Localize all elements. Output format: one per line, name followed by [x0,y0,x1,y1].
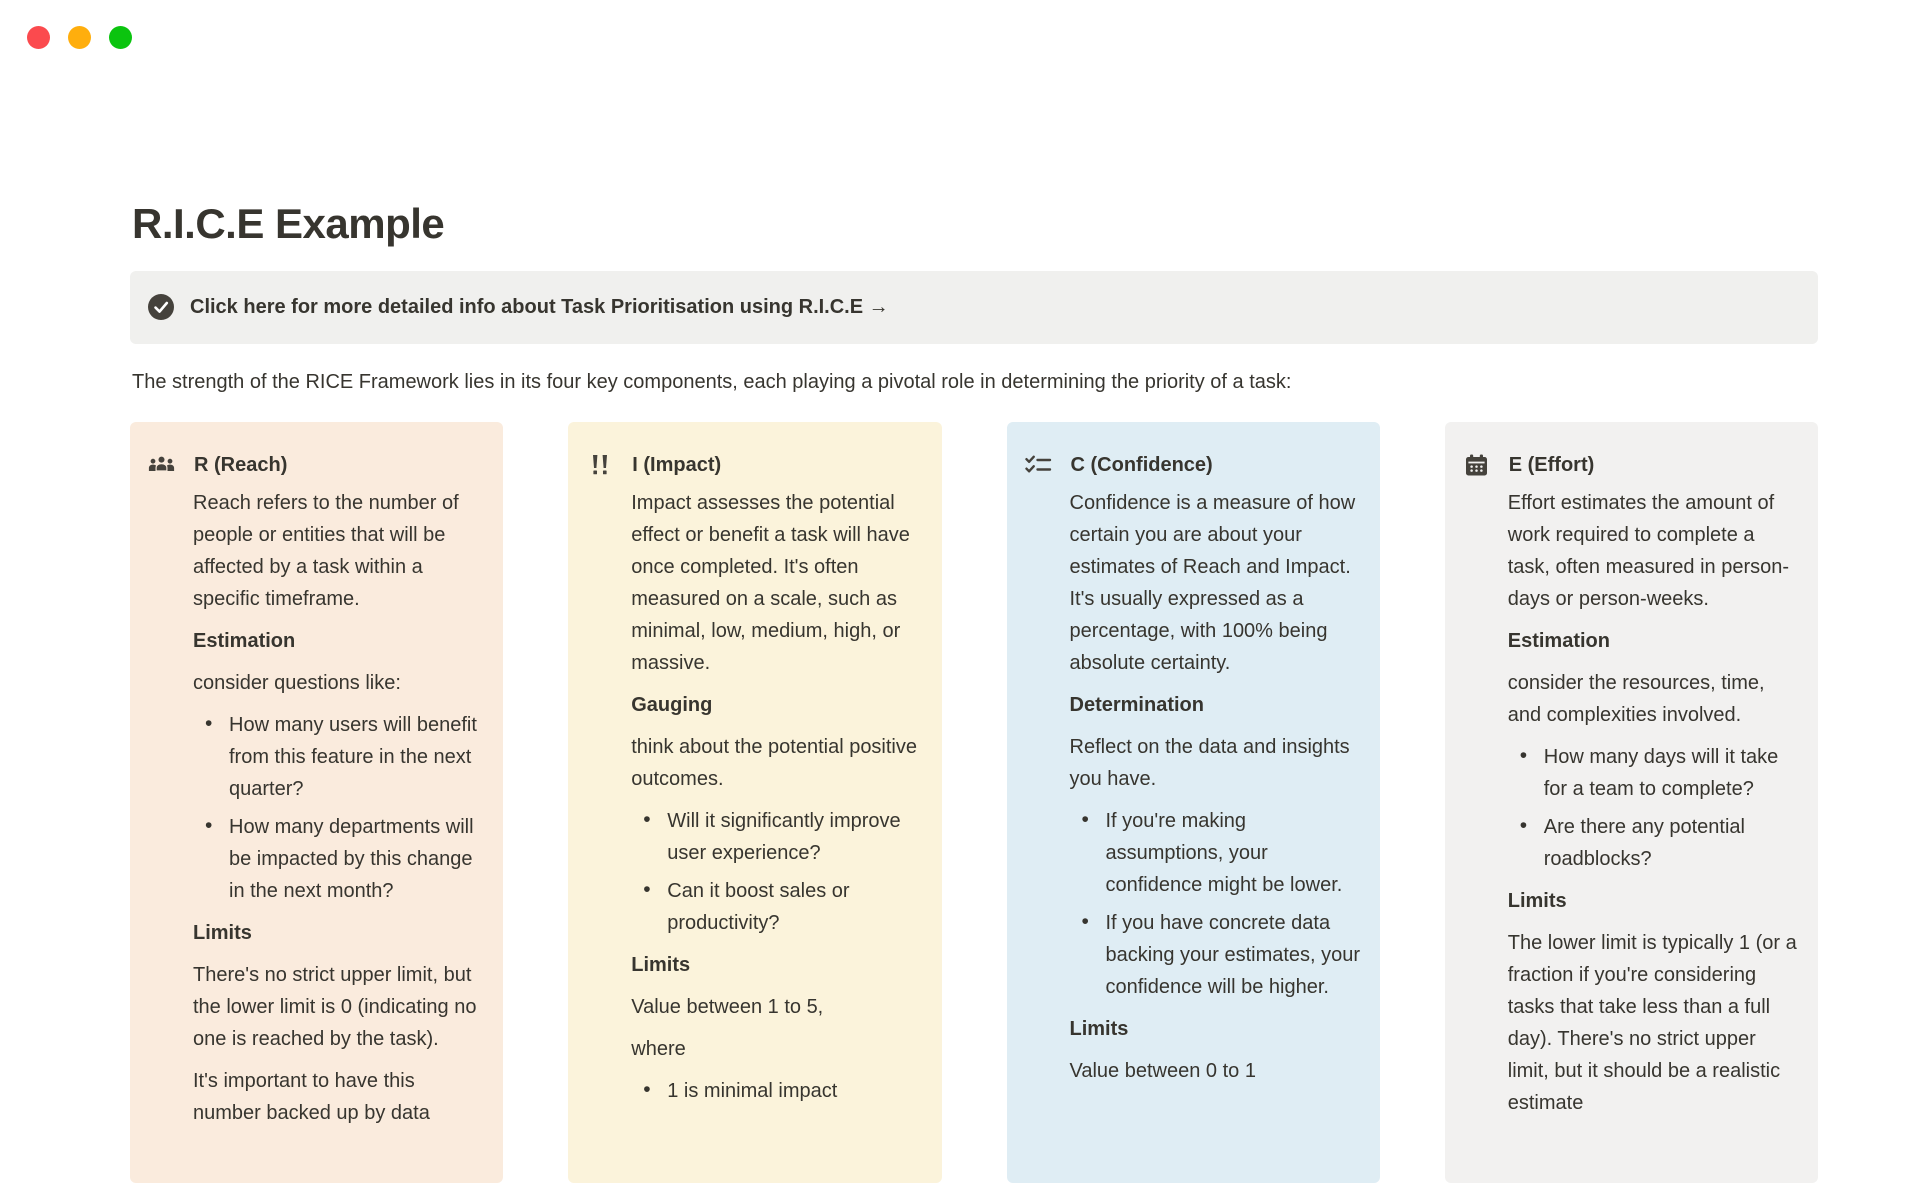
rice-cards [130,422,1818,1183]
section-heading: Limits [1069,1017,1129,1040]
card-paragraph: Reach refers to the number of people or entities that will be affected by a task within a specific timeframe. [193,491,459,610]
bullet-item: • How many users will benefit from this feature in the next quarter? [193,709,485,805]
double-exclamation-icon [586,451,613,478]
bullet-item: • Will it significantly improve user experience? [631,805,923,869]
card-header [1025,449,1362,481]
close-button[interactable] [27,26,50,49]
section-heading: Estimation [1507,629,1610,652]
zoom-button[interactable] [109,26,132,49]
card-body [1508,487,1800,1119]
bullet-item: • How many days will it take for a team to complete? [1508,741,1800,805]
card-paragraph: The lower limit is typically 1 (or a fraction if you're considering tasks that take less than a full day). There's no strict upper limit, but it should be a realistic estimate [1507,931,1797,1114]
card-impact [568,422,941,1183]
card-body [631,487,923,1107]
card-title: R (Reach) [194,453,288,476]
section-heading: Determination [1069,693,1204,716]
people-group-icon [148,451,175,478]
bullet-list [631,805,923,939]
check-circle-icon [148,294,174,320]
card-paragraph: Confidence is a measure of how certain you are about your estimates of Reach and Impact. It's usually expressed as a percentage, with 100% being absolute certainty. [1069,491,1356,674]
checklist-icon [1025,451,1052,478]
bullet-item: • If you're making assumptions, your confidence might be lower. [1070,805,1362,901]
card-paragraph: where [631,1037,686,1060]
card-header [148,449,485,481]
bullet-item: • How many departments will be impacted by this change in the next month? [193,811,485,907]
window-traffic-lights [27,26,132,49]
bullet-item: • 1 is minimal impact [631,1075,923,1107]
bullet-list [1508,741,1800,875]
info-callout-text: Click here for more detailed info about Task Prioritisation using R.I.C.E → [190,295,889,318]
intro-paragraph: The strength of the RICE Framework lies in its four key components, each playing a pivotal role in determining the priority of a task: [132,370,1292,393]
card-title: I (Impact) [632,453,722,476]
info-callout[interactable] [130,271,1818,344]
bullet-item: • Are there any potential roadblocks? [1508,811,1800,875]
minimize-button[interactable] [68,26,91,49]
page-title: R.I.C.E Example [132,200,445,247]
card-paragraph: consider the resources, time, and complexities involved. [1507,671,1765,726]
card-header [586,449,923,481]
card-paragraph: Reflect on the data and insights you have. [1069,735,1350,790]
card-body [1070,487,1362,1087]
section-heading: Limits [631,953,691,976]
card-effort [1445,422,1818,1183]
bullet-list [631,1075,923,1107]
card-paragraph: There's no strict upper limit, but the lower limit is 0 (indicating no one is reached by the task). [193,963,477,1050]
card-paragraph: Value between 1 to 5, [631,995,824,1018]
bullet-list [193,709,485,907]
card-body [193,487,485,1129]
section-heading: Limits [1507,889,1567,912]
card-paragraph: It's important to have this number backed up by data [193,1069,430,1124]
page-content [130,0,1818,1183]
calendar-icon [1463,451,1490,478]
card-title: E (Effort) [1508,453,1595,476]
card-reach [130,422,503,1183]
card-paragraph: Effort estimates the amount of work required to complete a task, often measured in person-days or person-weeks. [1507,491,1790,610]
card-confidence [1007,422,1380,1183]
card-paragraph: Impact assesses the potential effect or benefit a task will have once completed. It's often measured on a scale, such as minimal, low, medium, high, or massive. [631,491,910,674]
card-title: C (Confidence) [1070,453,1213,476]
card-paragraph: Value between 0 to 1 [1069,1059,1256,1082]
bullet-item: • If you have concrete data backing your estimates, your confidence will be higher. [1070,907,1362,1003]
section-heading: Estimation [193,629,296,652]
card-paragraph: consider questions like: [193,671,401,694]
card-header [1463,449,1800,481]
bullet-list [1070,805,1362,1003]
bullet-item: • Can it boost sales or productivity? [631,875,923,939]
card-paragraph: think about the potential positive outcomes. [631,735,918,790]
section-heading: Limits [193,921,252,944]
section-heading: Gauging [631,693,713,716]
